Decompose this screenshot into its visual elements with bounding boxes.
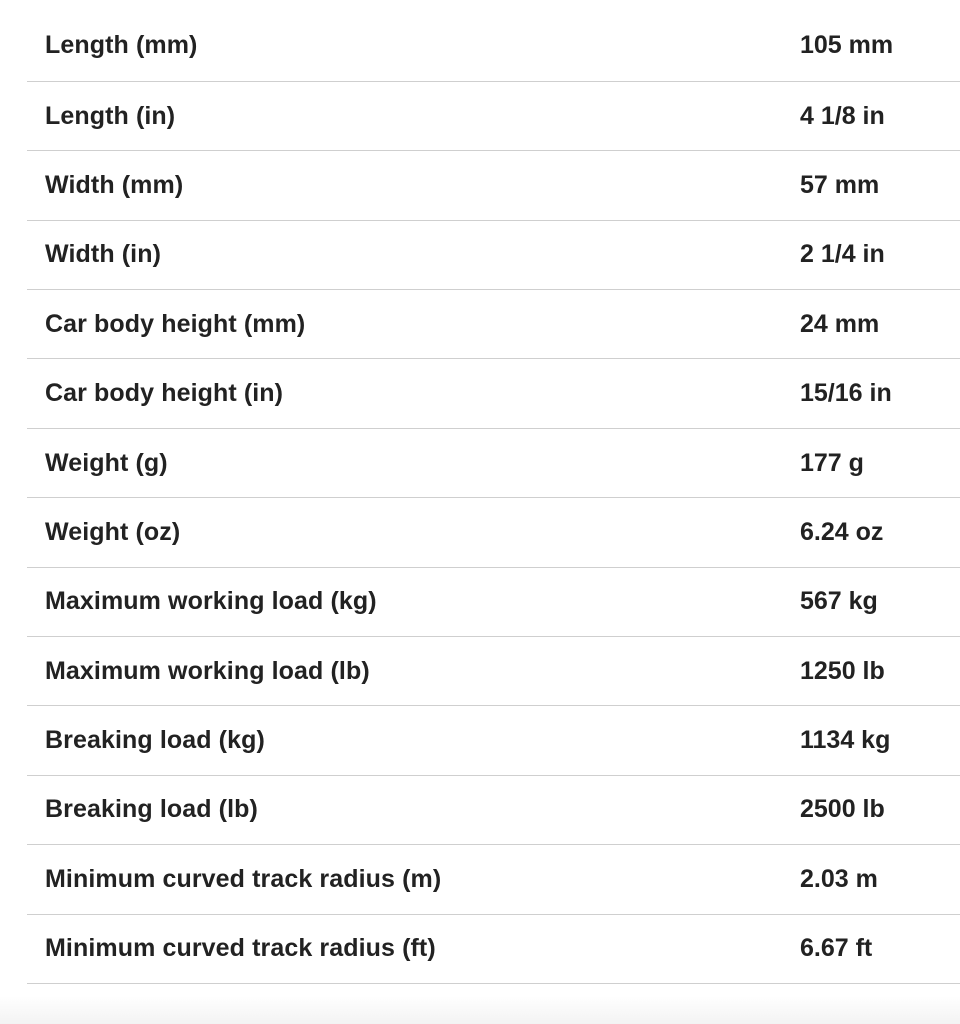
spec-label: Weight (oz) [45,517,181,546]
spec-value: 105 mm [800,31,894,60]
spec-table [27,11,960,984]
spec-label: Maximum working load (lb) [45,656,370,685]
spec-value: 2500 lb [800,795,885,824]
spec-value: 57 mm [800,170,880,199]
spec-label: Maximum working load (kg) [45,587,377,616]
table-row [27,359,960,428]
table-row [27,637,960,706]
table-row [27,151,960,220]
spec-value: 2.03 m [800,864,878,893]
table-row [27,568,960,637]
table-row [27,11,960,82]
table-row [27,706,960,775]
table-row [27,845,960,914]
table-row [27,776,960,845]
spec-label: Length (in) [45,101,176,130]
spec-value: 2 1/4 in [800,240,885,269]
spec-value: 6.24 oz [800,517,884,546]
spec-label: Car body height (in) [45,379,284,408]
spec-label: Breaking load (kg) [45,726,265,755]
spec-label: Minimum curved track radius (m) [45,864,442,893]
table-row [27,915,960,984]
spec-value: 4 1/8 in [800,101,885,130]
spec-value: 24 mm [800,309,880,338]
spec-label: Width (in) [45,240,162,269]
table-row [27,498,960,567]
spec-label: Car body height (mm) [45,309,306,338]
spec-value: 1250 lb [800,656,885,685]
spec-value: 15/16 in [800,379,892,408]
bottom-fade [0,996,960,1024]
spec-label: Weight (g) [45,448,168,477]
spec-value: 6.67 ft [800,934,873,963]
spec-label: Minimum curved track radius (ft) [45,934,436,963]
spec-value: 567 kg [800,587,878,616]
spec-label: Breaking load (lb) [45,795,258,824]
spec-label: Width (mm) [45,170,184,199]
spec-value: 1134 kg [800,726,891,755]
spec-value: 177 g [800,448,864,477]
table-row [27,82,960,151]
spec-label: Length (mm) [45,31,198,60]
table-row [27,290,960,359]
table-row [27,429,960,498]
table-row [27,221,960,290]
